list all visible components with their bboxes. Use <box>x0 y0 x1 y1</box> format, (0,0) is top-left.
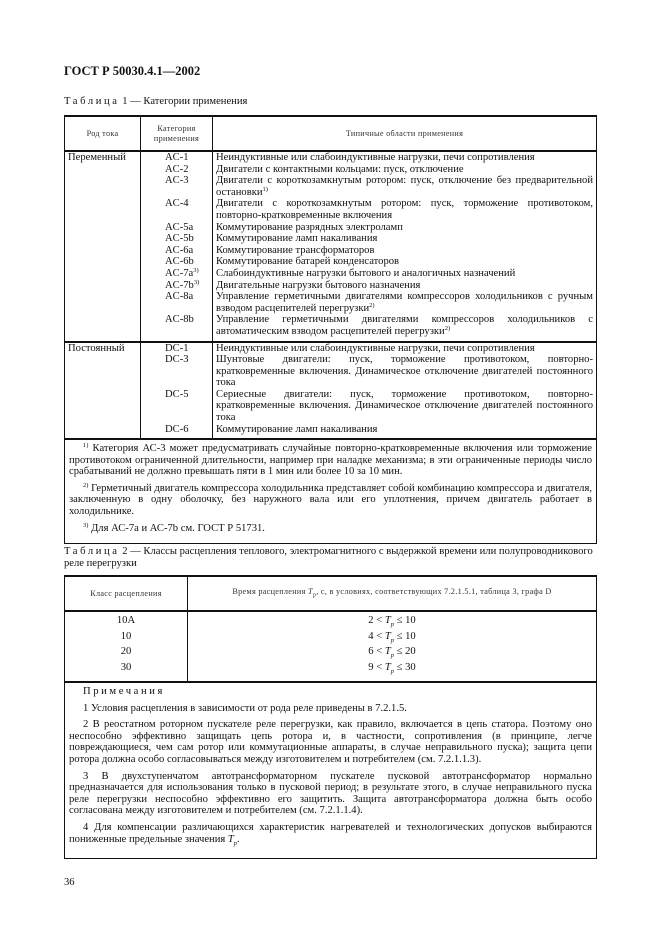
description: Коммутирование разрядных электроламп <box>216 221 403 233</box>
description: Управление герметичными двигателями компрессоров холодильников с автоматическим взводом расцепителей перегрузки <box>216 314 593 337</box>
col-header: Класс расцепления <box>65 576 188 611</box>
lower-bound: 6 <box>368 646 374 658</box>
description-cell <box>213 291 597 314</box>
category-code: AC-8a <box>165 291 194 303</box>
description-cell <box>213 198 597 221</box>
table1-footnotes <box>64 440 597 544</box>
current-kind-cell <box>65 354 141 389</box>
trip-class: 30 <box>65 662 188 682</box>
description-cell <box>213 280 597 292</box>
description: Двигатели с короткозамкнутым ротором: пуск, отключение без предварительной остановки <box>216 175 593 198</box>
col-header: Категория применения <box>141 116 213 151</box>
category-cell <box>141 268 213 280</box>
variable-sub: p <box>233 839 238 847</box>
description-cell <box>213 151 597 164</box>
variable-sub: p <box>390 636 394 644</box>
description: Сериесные двигатели: пуск, торможение противотоком, повторно-кратковременные включения. Динамическое отключение двигателей постоянного тока <box>216 388 593 424</box>
note <box>69 703 592 715</box>
category-cell <box>141 354 213 389</box>
table-row <box>65 175 597 198</box>
category-code: AC-2 <box>165 163 189 175</box>
description-cell <box>213 354 597 389</box>
notes-title: Примечания <box>83 686 165 697</box>
table-row <box>65 151 597 164</box>
current-kind-cell <box>65 280 141 292</box>
table-row <box>65 164 597 176</box>
category-code: AC-1 <box>165 152 189 163</box>
table-row <box>65 314 597 341</box>
footnote-text: Герметичный двигатель компрессора холодильника представляет собой комбинацию компрессора и двигателя, заключенную в одну оболочку, без наружного вала или его уплотнения, причем двигатель работает в холодильнике. <box>69 482 592 517</box>
current-kind-cell <box>65 314 141 341</box>
table-row <box>65 280 597 292</box>
current-kind-cell <box>65 198 141 221</box>
description: Коммутирование ламп накаливания <box>216 233 378 245</box>
variable-sub: p <box>390 652 394 660</box>
table-trip-classes <box>64 575 597 683</box>
footnote-mark: 2) <box>83 481 89 489</box>
category-code: AC-5b <box>165 233 194 245</box>
category-cell <box>141 175 213 198</box>
category-code: AC-4 <box>165 198 189 210</box>
current-kind-cell <box>65 245 141 257</box>
col-header: Время расцепления $T_p$, с, в условиях, соответствующих 7.2.1.5.1, таблица 3, графа D <box>188 576 597 611</box>
category-cell <box>141 291 213 314</box>
trip-class: 10 <box>65 631 188 647</box>
description: Коммутирование трансформаторов <box>216 244 375 256</box>
current-kind-cell <box>65 268 141 280</box>
document-header: ГОСТ Р 50030.4.1—2002 <box>64 64 201 78</box>
variable-sub: p <box>390 668 394 676</box>
category-code: AC-5a <box>165 221 194 233</box>
description: Двигатели с контактными кольцами: пуск, отключение <box>216 163 464 175</box>
category-cell <box>141 151 213 164</box>
category-cell <box>141 222 213 234</box>
trip-time-range: $6 < T_p \le 20$ <box>188 646 597 662</box>
category-code: DC-6 <box>165 423 189 435</box>
table-row <box>65 389 597 424</box>
variable: T <box>227 833 234 845</box>
category-code: DC-5 <box>165 388 189 400</box>
category-cell <box>141 245 213 257</box>
table-row <box>65 424 597 440</box>
category-cell <box>141 198 213 221</box>
footnote <box>69 483 592 518</box>
upper-bound: 10 <box>405 630 416 642</box>
table2-notes <box>64 683 597 859</box>
table-application-categories <box>64 115 597 440</box>
table-row <box>65 222 597 234</box>
col-header: Род тока <box>65 116 141 151</box>
table-row <box>65 354 597 389</box>
upper-bound: 30 <box>405 662 416 674</box>
note <box>69 771 592 817</box>
description: Шунтовые двигатели: пуск, торможение противотоком, повторно-кратковременные включения. Динамическое отключение двигателей постоянного тока <box>216 354 593 389</box>
current-kind-cell <box>65 256 141 268</box>
footnote <box>69 523 592 535</box>
category-cell <box>141 389 213 424</box>
description-cell <box>213 233 597 245</box>
description: Двигательные нагрузки бытового назначения <box>216 279 421 291</box>
current-kind-cell <box>65 342 141 355</box>
current-kind-cell <box>65 291 141 314</box>
footnote-ref: 2) <box>369 301 375 309</box>
footnote-text: Для АС-7а и АС-7b см. ГОСТ Р 51731. <box>88 522 265 534</box>
footnote <box>69 443 592 478</box>
table2-caption: Таблица 2 — Классы расцепления теплового, электромагнитного с выдержкой времени или полупроводникового реле перегрузки <box>64 546 593 569</box>
current-kind-cell <box>65 233 141 245</box>
current-kind-cell <box>65 175 141 198</box>
note: 4 Для компенсации различающихся характеристик нагревателей и технологических допусков выбираются пониженные предельные значения $T_p$. <box>69 821 592 847</box>
upper-bound: 10 <box>405 615 416 626</box>
category-cell <box>141 256 213 268</box>
table-row <box>65 268 597 280</box>
lower-bound: 2 <box>368 615 374 626</box>
page-number: 36 <box>64 877 75 888</box>
description-cell <box>213 389 597 424</box>
description-cell <box>213 164 597 176</box>
trip-time-range: $4 < T_p \le 10$ <box>188 631 597 647</box>
trip-time-range: $2 < T_p \le 10$ <box>188 611 597 631</box>
category-code: DC-3 <box>165 354 189 366</box>
current-kind-cell <box>65 424 141 440</box>
note-text: 4 Для компенсации различающихся характеристик нагревателей и технологических допусков выбираются пониженные предельные значения <box>69 821 592 845</box>
footnote-text: Категория АС-3 может предусматривать случайные повторно-кратковременные включения или торможение противотоком ограниченной длительности, например при наладке механизма; в эти ограниченные периоды число срабатываний не должно превышать пяти в 1 мин или более 10 за 10 мин. <box>69 443 592 478</box>
category-cell <box>141 424 213 440</box>
table-row <box>65 198 597 221</box>
table-row <box>65 646 597 662</box>
description: Коммутирование ламп накаливания <box>216 423 378 435</box>
description-cell <box>213 256 597 268</box>
category-code: AC-6b <box>165 256 194 268</box>
upper-bound: 20 <box>405 646 416 658</box>
table-row <box>65 662 597 682</box>
variable-sub: p <box>390 621 394 629</box>
footnote-mark: 3) <box>83 521 89 529</box>
category-code: AC-8b <box>165 314 194 326</box>
footnote-ref: 3) <box>193 266 199 274</box>
table-row <box>65 291 597 314</box>
note-text: 3 В двухступенчатом автотрансформаторном пускателе пусковой автотрансформатор нормально предназначается для использования только в пусковой период; в результате этого, в случае неправильного пуска реле перегрузки неспособно эффективно его защитить. Защита автотрансформатора должна быть особо согласована между изготовителем и потребителем (см. 7.2.1.1.4). <box>69 770 592 817</box>
footnote-ref: 3) <box>193 278 200 286</box>
col-header: Типичные области применения <box>213 116 597 151</box>
trip-class: 20 <box>65 646 188 662</box>
description: Управление герметичными двигателями компрессоров холодильников с ручным взводом расцепителей перегрузки <box>216 291 593 314</box>
variable: T <box>384 662 391 674</box>
category-cell <box>141 280 213 292</box>
description-cell <box>213 424 597 440</box>
description-cell <box>213 245 597 257</box>
category-code: AC-7b <box>165 279 194 291</box>
current-kind: Переменный <box>68 152 126 163</box>
category-cell <box>141 164 213 176</box>
description: Неиндуктивные или слабоиндуктивные нагрузки, печи сопротивления <box>216 152 535 163</box>
current-kind-cell <box>65 389 141 424</box>
footnote-ref: 2) <box>444 324 451 332</box>
note <box>69 719 592 765</box>
note-text: 1 Условия расцепления в зависимости от рода реле приведены в 7.2.1.5. <box>83 702 407 714</box>
trip-class: 10A <box>65 611 188 631</box>
current-kind: Постоянный <box>68 342 125 354</box>
description-cell <box>213 175 597 198</box>
category-code: AC-7a <box>165 267 194 279</box>
table-row <box>65 256 597 268</box>
trip-time-range: $9 < T_p \le 30$ <box>188 662 597 682</box>
variable: T <box>384 615 391 626</box>
description-cell <box>213 222 597 234</box>
table-row <box>65 611 597 631</box>
category-code: AC-6a <box>165 244 194 256</box>
description-cell <box>213 314 597 341</box>
category-cell <box>141 342 213 355</box>
table-row <box>65 233 597 245</box>
variable: T <box>384 646 391 658</box>
table-row <box>65 342 597 355</box>
description: Неиндуктивные или слабоиндуктивные нагрузки, печи сопротивления <box>216 342 535 354</box>
category-cell <box>141 314 213 341</box>
category-code: AC-3 <box>165 175 189 187</box>
footnote-ref: 1) <box>262 185 268 193</box>
current-kind-cell <box>65 164 141 176</box>
description: Коммутирование батарей конденсаторов <box>216 256 400 268</box>
current-kind-cell <box>65 222 141 234</box>
footnote-mark: 1) <box>83 442 89 449</box>
category-code: DC-1 <box>165 342 189 354</box>
table-row <box>65 631 597 647</box>
variable: T <box>384 630 391 642</box>
table-row <box>65 245 597 257</box>
description: Слабоиндуктивные нагрузки бытового и аналогичных назначений <box>216 267 516 279</box>
lower-bound: 9 <box>368 662 374 674</box>
description: Двигатели с короткозамкнутым ротором: пуск, торможение противотоком, повторно-кратковременные включения <box>216 198 593 221</box>
category-cell <box>141 233 213 245</box>
current-kind-cell <box>65 151 141 164</box>
description-cell <box>213 268 597 280</box>
note-text: 2 В реостатном роторном пускателе реле перегрузки, как правило, включается в цепь статора. Поэтому оно неспособно эффективно защищать цепь ротора и, в частности, сопротивления (в принципе, легче повреждающиеся, чем сам ротор или коммутационные аппараты, в случае неправильного пуска); защита цепи ротора должна особо согласовываться между изготовителем и потребителем (см. 7.2.1.1.3). <box>69 719 592 765</box>
table1-caption: Таблица 1 — Категории применения <box>64 96 248 107</box>
lower-bound: 4 <box>368 630 374 642</box>
description-cell <box>213 342 597 355</box>
